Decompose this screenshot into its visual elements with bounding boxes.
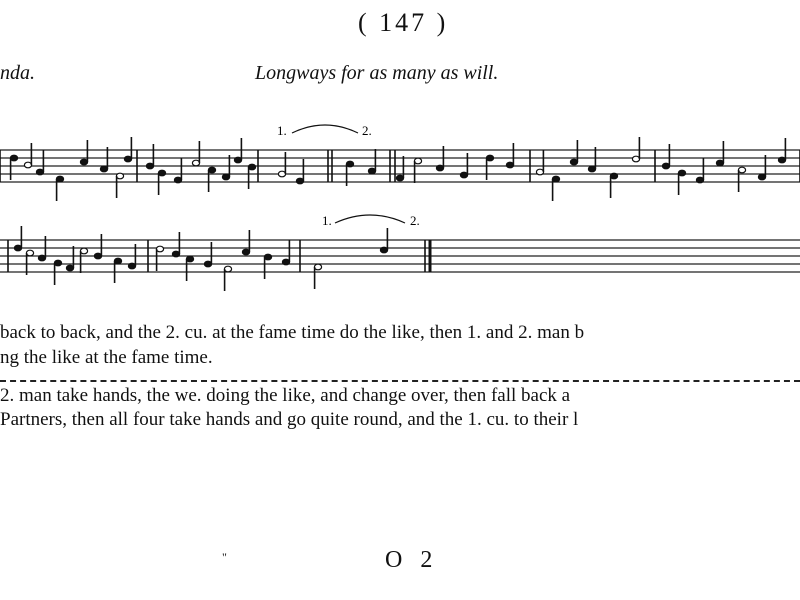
dance-title-fragment: nda. <box>0 62 35 84</box>
note-head <box>66 265 73 271</box>
note-head <box>506 162 513 168</box>
note-head <box>536 169 543 175</box>
note-head <box>278 171 285 177</box>
note-head <box>632 156 639 162</box>
note-head <box>716 160 723 166</box>
note-head <box>186 256 193 262</box>
note-head <box>14 245 21 251</box>
note-head <box>678 170 685 176</box>
note-head <box>552 176 559 182</box>
ending-2-label-lower: 2. <box>410 213 420 228</box>
note-head <box>368 168 375 174</box>
note-head <box>758 174 765 180</box>
note-head <box>396 175 403 181</box>
note-head <box>94 253 101 259</box>
music-score <box>0 115 800 295</box>
note-head <box>100 166 107 172</box>
note-head <box>146 163 153 169</box>
note-head <box>222 174 229 180</box>
instruction-line: 2. man take hands, the we. doing the like, and change over, then fall back a <box>0 385 571 406</box>
note-head <box>778 157 785 163</box>
note-head <box>204 261 211 267</box>
note-head <box>158 170 165 176</box>
note-head <box>314 264 321 270</box>
music-notes <box>10 137 785 291</box>
instruction-line: ng the like at the fame time. <box>0 347 213 368</box>
dance-subtitle: Longways for as many as will. <box>255 62 499 84</box>
note-head <box>208 167 215 173</box>
note-head <box>296 178 303 184</box>
note-head <box>248 164 255 170</box>
note-head <box>380 247 387 253</box>
note-head <box>282 259 289 265</box>
instruction-line: back to back, and the 2. cu. at the fame time do the like, then 1. and 2. man b <box>0 322 585 343</box>
page-number: ( 147 ) <box>358 8 449 37</box>
note-head <box>588 166 595 172</box>
note-head <box>662 163 669 169</box>
note-head <box>486 155 493 161</box>
note-head <box>192 160 199 166</box>
note-head <box>24 162 31 168</box>
note-head <box>234 157 241 163</box>
note-head <box>124 156 131 162</box>
note-head <box>264 254 271 260</box>
note-head <box>128 263 135 269</box>
ending-1-label: 1. <box>277 123 287 138</box>
note-head <box>80 248 87 254</box>
music-staff-2 <box>0 240 800 272</box>
note-head <box>174 177 181 183</box>
note-head <box>172 251 179 257</box>
note-head <box>26 250 33 256</box>
ending-2-label: 2. <box>362 123 372 138</box>
note-head <box>610 173 617 179</box>
note-head <box>80 159 87 165</box>
note-head <box>114 258 121 264</box>
note-head <box>156 246 163 252</box>
instruction-line: Partners, then all four take hands and go quite round, and the 1. cu. to their l <box>0 409 579 430</box>
note-head <box>460 172 467 178</box>
note-head <box>10 155 17 161</box>
note-head <box>696 177 703 183</box>
note-head <box>36 169 43 175</box>
ending-1-label-lower: 1. <box>322 213 332 228</box>
note-head <box>414 158 421 164</box>
note-head <box>56 176 63 182</box>
signature-mark: O 2 <box>385 547 439 573</box>
note-head <box>116 173 123 179</box>
note-head <box>224 266 231 272</box>
section-divider <box>0 380 800 382</box>
printer-mark: " <box>222 550 227 564</box>
note-head <box>570 159 577 165</box>
note-head <box>38 255 45 261</box>
note-head <box>54 260 61 266</box>
note-head <box>242 249 249 255</box>
note-head <box>738 167 745 173</box>
note-head <box>346 161 353 167</box>
barlines <box>0 150 800 272</box>
note-head <box>436 165 443 171</box>
